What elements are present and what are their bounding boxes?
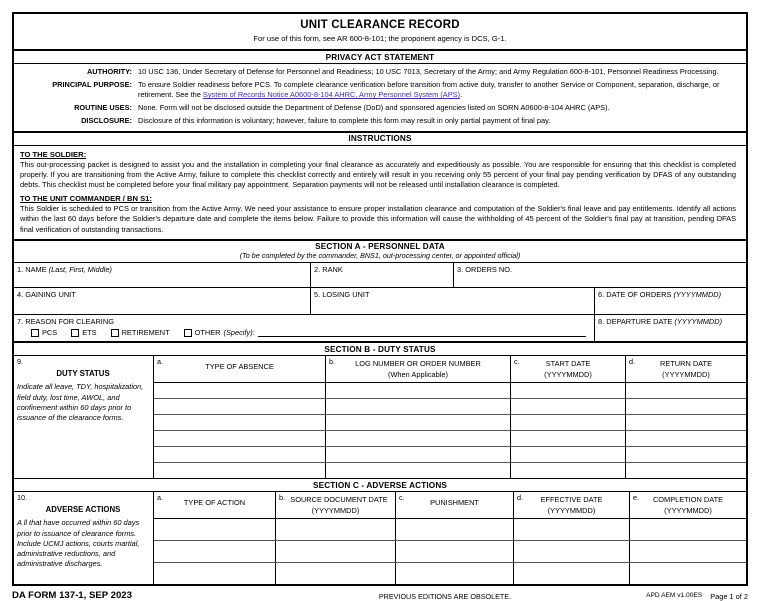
cell-start-date[interactable]: [511, 431, 626, 446]
footer-right: [588, 590, 748, 601]
privacy-act-section: [14, 64, 746, 133]
routine-uses-label: ROUTINE USES:: [74, 103, 132, 113]
cell-start-date[interactable]: [511, 447, 626, 462]
adverse-actions-description-cell: [14, 492, 154, 584]
form-header: [14, 14, 746, 51]
to-the-commander-body: This Soldier is scheduled to PCS or transition from the Active Army. We need your assistance to ensure proper installation clearance and computation of the Soldier's final leave and pay entitlements. Identify all actions within the last 60 days before the Soldier's departure date and complete the items below. Failure to provide this information will cause the withholding of 45 percent of the Soldier's final pay at transition, pending DFAS final verification of outstanding transactions.: [20, 203, 736, 234]
table-row: [154, 447, 746, 463]
col-return-date: [626, 356, 746, 382]
checkbox-other-hint: (Specify):: [223, 328, 255, 338]
table-row: [154, 399, 746, 415]
principal-purpose-text: [138, 80, 736, 101]
field-name-number: 1.: [17, 265, 24, 275]
cell-source-document-date[interactable]: [276, 563, 396, 584]
field-rank-number: 2.: [314, 265, 321, 275]
cell-punishment[interactable]: [396, 519, 514, 540]
privacy-row-disclosure: [20, 116, 736, 126]
col-effective-date-title: EFFECTIVE DATE: [540, 495, 603, 505]
cell-log-number[interactable]: [326, 399, 511, 414]
to-the-soldier-body: This out-processing packet is designed to assist you and the installation in completing your final clearance as accurately and expeditiously as possible. You are responsible for ensuring that this checklist is completed properly. If you are transitioning from the Active Army, failure to complete this checklist correctly and entirely will result in you receiving only 55 percent of your final pay pending verification by DFAS of any outstanding debts. This checklist must be completed before your final military pay appointment. Separation payments will not be released until installation clearance is completed.: [20, 159, 736, 190]
table-row: [154, 415, 746, 431]
col-c-letter: c.: [514, 357, 520, 367]
other-specify-input[interactable]: [258, 328, 586, 337]
col-c-letter: c.: [399, 493, 405, 503]
privacy-act-heading: PRIVACY ACT STATEMENT: [14, 51, 746, 64]
field-date-of-orders-hint: (YYYYMMDD): [673, 290, 722, 300]
cell-start-date[interactable]: [511, 399, 626, 414]
reason-checkbox-group: [17, 328, 594, 337]
cell-completion-date[interactable]: [630, 519, 746, 540]
table-row: [154, 563, 746, 584]
privacy-row-principal-purpose: [20, 80, 736, 101]
field-rank-label: RANK: [322, 265, 343, 275]
field-date-of-orders[interactable]: [595, 288, 746, 314]
privacy-row-authority: [20, 67, 736, 77]
col-effective-date: [514, 492, 630, 518]
adverse-actions-desc: A ll that have occurred within 60 days prior to issuance of clearance forms. Include UCMJ actions, courts martial, administrative reductions, and administrative discharges.: [17, 518, 140, 569]
col-punishment: [396, 492, 514, 518]
cell-return-date[interactable]: [626, 431, 746, 446]
cell-source-document-date[interactable]: [276, 519, 396, 540]
field-gaining-unit-number: 4.: [17, 290, 24, 300]
checkbox-retirement[interactable]: [111, 329, 119, 337]
form-footer: [12, 586, 748, 601]
section-a-heading-block: [14, 241, 746, 264]
duty-status-title: DUTY STATUS: [56, 369, 110, 379]
cell-log-number[interactable]: [326, 383, 511, 398]
field-date-of-orders-label: DATE OF ORDERS: [606, 290, 672, 300]
checkbox-other[interactable]: [184, 329, 192, 337]
cell-log-number[interactable]: [326, 463, 511, 478]
routine-uses-text: None. Form will not be disclosed outside the Department of Defense (DoD) and sponsored agencies listed on SORN A0600-8-104 AHRC (APS).: [138, 103, 610, 113]
to-the-commander-heading: TO THE UNIT COMMANDER / BN S1:: [20, 193, 152, 203]
instructions-heading: INSTRUCTIONS: [14, 133, 746, 146]
col-b-letter: b.: [329, 357, 335, 367]
page-title: UNIT CLEARANCE RECORD: [300, 19, 460, 31]
cell-log-number[interactable]: [326, 431, 511, 446]
cell-type-of-action[interactable]: [154, 519, 276, 540]
principal-purpose-body: To ensure Soldier readiness before PCS. To complete clearance verification before transition from active duty, transfer to another Service or Component, separation, discharge, or retirement. See the: [138, 79, 720, 100]
col-b-letter: b.: [279, 493, 285, 503]
section-b-heading: SECTION B - DUTY STATUS: [14, 343, 746, 356]
col-source-document-date-hint: (YYYYMMDD): [311, 506, 360, 516]
cell-start-date[interactable]: [511, 383, 626, 398]
field-orders-no-number: 3.: [457, 265, 464, 275]
section-a-row-2: [14, 288, 746, 315]
cell-return-date[interactable]: [626, 415, 746, 430]
field-departure-date[interactable]: [595, 315, 746, 341]
col-d-letter: d.: [517, 493, 523, 503]
cell-effective-date[interactable]: [514, 541, 630, 562]
duty-status-description-cell: [14, 356, 154, 478]
section-c-grid: [154, 492, 746, 584]
section-b-grid: [154, 356, 746, 478]
col-a-letter: a.: [157, 493, 163, 503]
col-effective-date-hint: (YYYYMMDD): [547, 506, 596, 516]
field-orders-no[interactable]: [454, 263, 746, 287]
col-start-date: [511, 356, 626, 382]
table-row: [154, 383, 746, 399]
col-source-document-date: [276, 492, 396, 518]
cell-completion-date[interactable]: [630, 563, 746, 584]
cell-effective-date[interactable]: [514, 519, 630, 540]
checkbox-pcs-label: PCS: [42, 328, 58, 338]
section-c-heading: SECTION C - ADVERSE ACTIONS: [14, 478, 746, 492]
cell-return-date[interactable]: [626, 463, 746, 478]
col-completion-date-hint: (YYYYMMDD): [664, 506, 712, 516]
to-the-soldier-heading: TO THE SOLDIER:: [20, 149, 87, 159]
field-losing-unit-number: 5.: [314, 290, 321, 300]
col-log-number-hint: (When Applicable): [388, 370, 448, 380]
cell-type-of-absence[interactable]: [154, 447, 326, 462]
da-form-137-1: [12, 12, 748, 586]
duty-status-number: 9.: [17, 357, 23, 367]
col-type-of-action-title: TYPE OF ACTION: [183, 498, 246, 508]
table-row: [154, 519, 746, 541]
adverse-actions-title: ADVERSE ACTIONS: [45, 505, 121, 515]
form-subtitle: For use of this form, see AR 600-8-101; the proponent agency is DCS, G-1.: [253, 34, 507, 43]
cell-punishment[interactable]: [396, 541, 514, 562]
col-start-date-hint: (YYYYMMDD): [544, 370, 592, 380]
form-id: DA FORM 137-1, SEP 2023: [12, 590, 132, 601]
table-row: [154, 463, 746, 478]
authority-label: AUTHORITY:: [86, 67, 132, 76]
principal-purpose-tail: .: [460, 90, 463, 100]
section-b-column-headers: [154, 356, 746, 383]
section-c-column-headers: [154, 492, 746, 519]
table-row: [154, 541, 746, 563]
cell-type-of-absence[interactable]: [154, 463, 326, 478]
field-name[interactable]: [14, 263, 311, 287]
authority-text: 10 USC 136, Under Secretary of Defense for Personnel and Readiness; 10 USC 7013, Secretary of the Army; and Army Regulation 600-8-101, Personnel Readiness Processing.: [138, 67, 719, 76]
section-a-subheading: (To be completed by the commander, BNS1, out-processing center, or appointed official): [14, 251, 746, 263]
cell-start-date[interactable]: [511, 463, 626, 478]
col-type-of-absence-title: TYPE OF ABSENCE: [205, 362, 274, 372]
sorn-link[interactable]: System of Records Notice A0600-8-104 AHRC, Army Personnel System (APS): [202, 90, 461, 100]
apd-version: APD AEM v1.00ES: [646, 592, 703, 600]
col-e-letter: e.: [633, 493, 639, 503]
col-type-of-action: [154, 492, 276, 518]
field-reason-label: REASON FOR CLEARING: [25, 317, 114, 327]
privacy-row-routine-uses: [20, 103, 736, 113]
field-rank[interactable]: [311, 263, 454, 287]
field-name-hint: (Last, First, Middle): [48, 265, 112, 275]
section-a-row-1: [14, 263, 746, 288]
principal-purpose-label: PRINCIPAL PURPOSE:: [52, 79, 132, 89]
cell-effective-date[interactable]: [514, 563, 630, 584]
section-b-table: [14, 356, 746, 478]
cell-completion-date[interactable]: [630, 541, 746, 562]
field-departure-date-hint: (YYYYMMDD): [674, 317, 723, 327]
col-source-document-date-title: SOURCE DOCUMENT DATE: [290, 495, 388, 505]
col-type-of-absence: [154, 356, 326, 382]
col-start-date-title: START DATE: [545, 359, 591, 369]
col-d-letter: d.: [629, 357, 635, 367]
cell-type-of-absence[interactable]: [154, 415, 326, 430]
cell-return-date[interactable]: [626, 447, 746, 462]
field-reason-for-clearing: [14, 315, 595, 341]
checkbox-ets-label: ETS: [82, 328, 97, 338]
col-return-date-title: RETURN DATE: [659, 359, 712, 369]
cell-type-of-absence[interactable]: [154, 399, 326, 414]
section-a-heading: SECTION A - PERSONNEL DATA: [315, 242, 445, 252]
cell-return-date[interactable]: [626, 383, 746, 398]
col-log-number: [326, 356, 511, 382]
section-a-row-3: [14, 315, 746, 343]
cell-type-of-action[interactable]: [154, 541, 276, 562]
field-losing-unit[interactable]: [311, 288, 595, 314]
section-c-table: [14, 492, 746, 584]
duty-status-desc: Indicate all leave, TDY, hospitalization, field duty, lost time, AWOL, and confinement within 60 days prior to issuance of the clearance forms.: [17, 382, 144, 423]
field-orders-no-label: ORDERS NO.: [465, 265, 513, 275]
adverse-actions-number: 10.: [17, 493, 27, 503]
field-gaining-unit-label: GAINING UNIT: [25, 290, 76, 300]
cell-type-of-absence[interactable]: [154, 431, 326, 446]
field-date-of-orders-number: 6.: [598, 290, 605, 300]
field-departure-date-number: 8.: [598, 317, 605, 327]
table-row: [154, 431, 746, 447]
cell-return-date[interactable]: [626, 399, 746, 414]
field-losing-unit-label: LOSING UNIT: [322, 290, 370, 300]
field-name-label: NAME: [25, 265, 47, 275]
cell-start-date[interactable]: [511, 415, 626, 430]
col-completion-date-title: COMPLETION DATE: [652, 495, 724, 505]
col-log-number-title: LOG NUMBER OR ORDER NUMBER: [355, 359, 481, 369]
cell-type-of-absence[interactable]: [154, 383, 326, 398]
checkbox-retirement-label: RETIREMENT: [121, 328, 170, 338]
checkbox-ets[interactable]: [71, 329, 79, 337]
field-departure-date-label: DEPARTURE DATE: [606, 317, 673, 327]
col-a-letter: a.: [157, 357, 163, 367]
cell-log-number[interactable]: [326, 447, 511, 462]
cell-punishment[interactable]: [396, 563, 514, 584]
cell-source-document-date[interactable]: [276, 541, 396, 562]
cell-type-of-action[interactable]: [154, 563, 276, 584]
disclosure-text: Disclosure of this information is voluntary; however, failure to complete this form may result in only partial payment of final pay.: [138, 116, 551, 126]
field-reason-number: 7.: [17, 317, 24, 327]
cell-log-number[interactable]: [326, 415, 511, 430]
col-completion-date: [630, 492, 746, 518]
instructions-section: [14, 146, 746, 241]
checkbox-pcs[interactable]: [31, 329, 39, 337]
page-number: Page 1 of 2: [710, 592, 748, 601]
disclosure-label: DISCLOSURE:: [81, 116, 132, 126]
field-gaining-unit[interactable]: [14, 288, 311, 314]
col-punishment-title: PUNISHMENT: [430, 498, 479, 508]
checkbox-other-label: OTHER: [194, 328, 221, 338]
previous-editions-notice: PREVIOUS EDITIONS ARE OBSOLETE.: [378, 592, 512, 601]
col-return-date-hint: (YYYYMMDD): [662, 370, 710, 380]
